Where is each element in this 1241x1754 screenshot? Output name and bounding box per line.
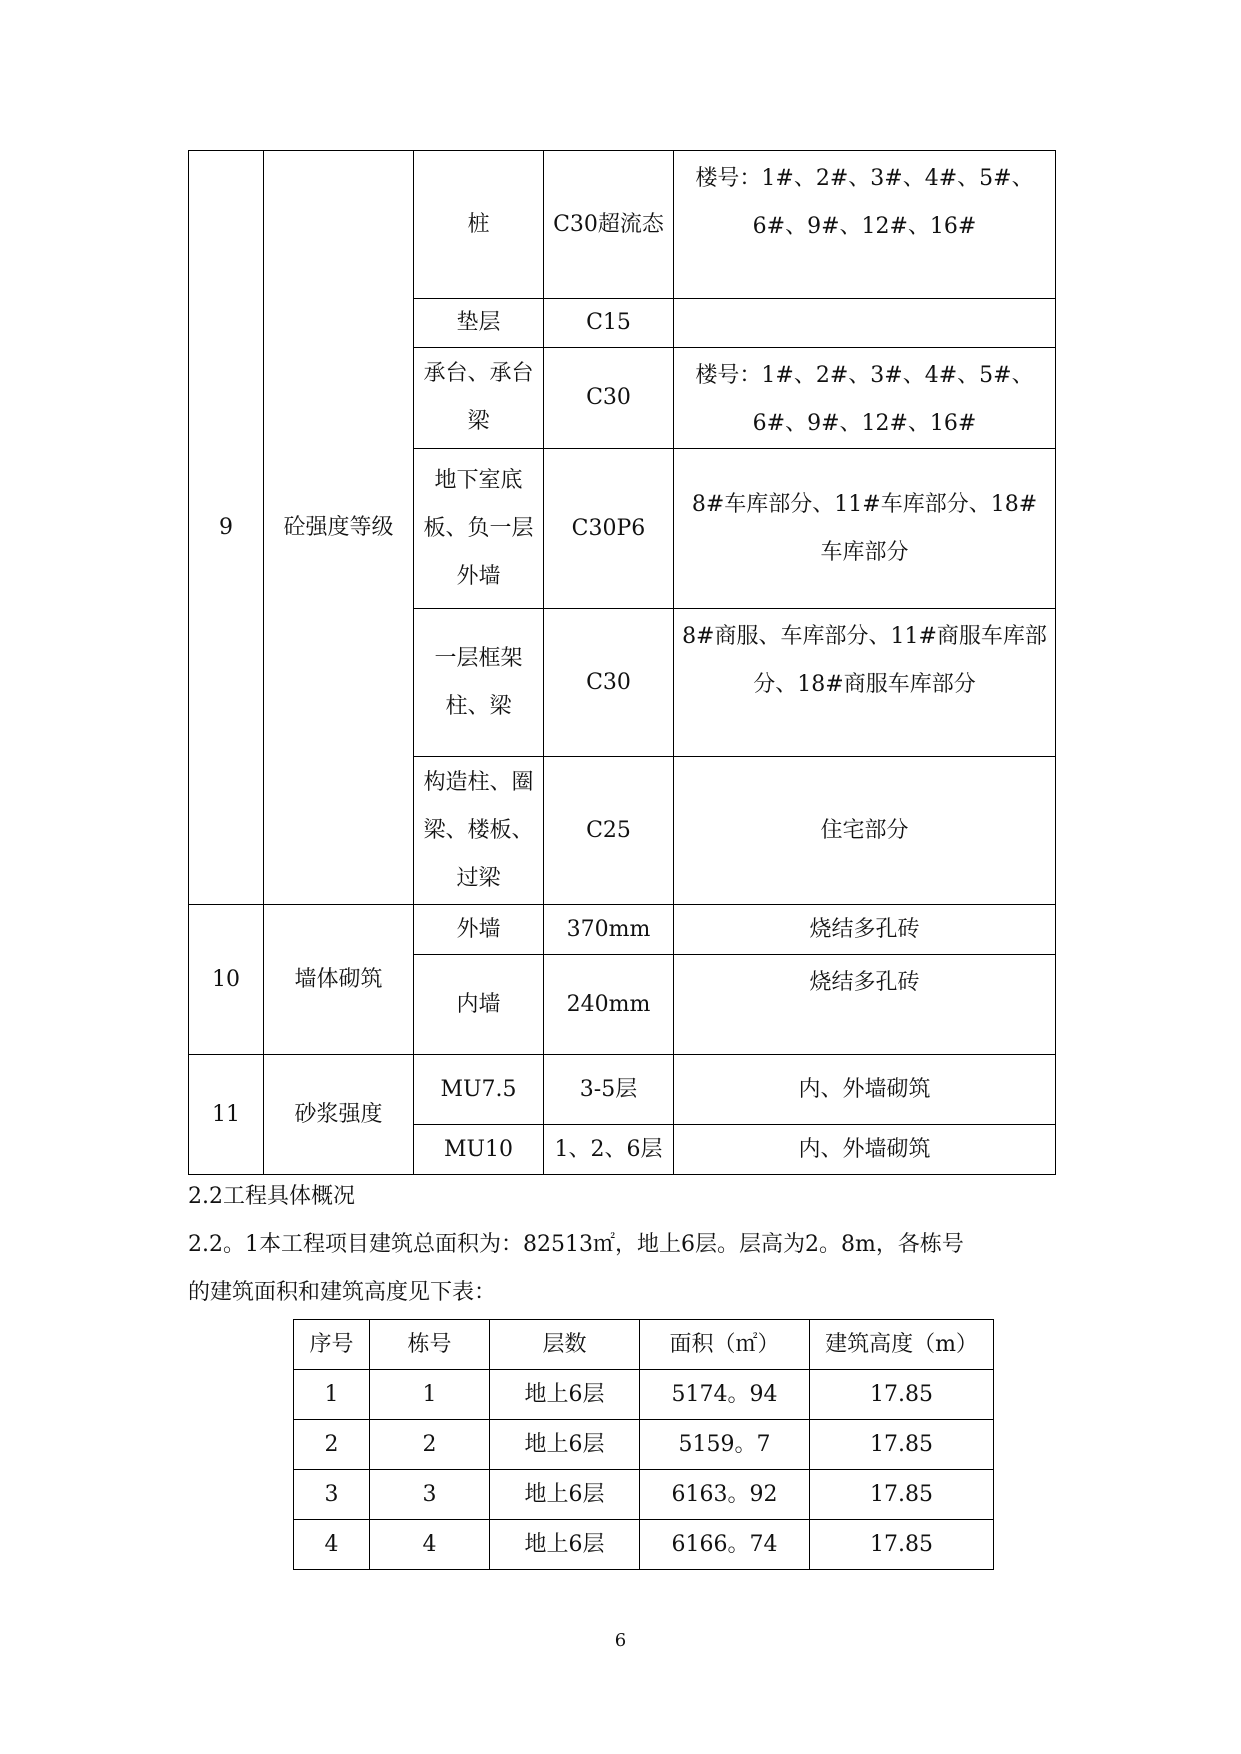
grade-cell: C25 — [544, 757, 674, 905]
table-cell: 17.85 — [810, 1420, 994, 1470]
table-header-row — [294, 1320, 994, 1370]
table-row — [189, 1055, 1056, 1125]
grade-cell: C30超流态 — [544, 151, 674, 299]
page-number: 6 — [614, 1630, 627, 1651]
grade-cell: 1、2、6层 — [544, 1125, 674, 1175]
note-cell: 烧结多孔砖 — [674, 905, 1056, 955]
part-cell: MU7.5 — [414, 1055, 544, 1125]
part-cell: 一层框架柱、梁 — [414, 609, 544, 757]
note-cell: 烧结多孔砖 — [674, 955, 1056, 1055]
concrete-spec-table — [188, 150, 1056, 1175]
table-cell: 3 — [370, 1470, 490, 1520]
grade-cell: C30P6 — [544, 449, 674, 609]
part-cell: 构造柱、圈梁、楼板、过梁 — [414, 757, 544, 905]
table-row — [294, 1520, 994, 1570]
table-cell: 2 — [370, 1420, 490, 1470]
paragraph-line: 2.2。1本工程项目建筑总面积为：82513㎡，地上6层。层高为2。8m，各栋号 — [188, 1232, 964, 1257]
note-cell: 楼号：1#、2#、3#、4#、5#、6#、9#、12#、16# — [674, 151, 1056, 299]
grade-cell: 370mm — [544, 905, 674, 955]
table-cell: 地上6层 — [490, 1370, 640, 1420]
table-cell: 4 — [294, 1520, 370, 1570]
part-cell: 外墙 — [414, 905, 544, 955]
table-cell: 地上6层 — [490, 1470, 640, 1520]
part-cell: 地下室底板、负一层外墙 — [414, 449, 544, 609]
building-area-table — [293, 1319, 994, 1570]
table-cell: 地上6层 — [490, 1520, 640, 1570]
item-number: 9 — [189, 151, 264, 905]
part-cell: 桩 — [414, 151, 544, 299]
note-cell: 8#商服、车库部分、11#商服车库部分、18#商服车库部分 — [674, 609, 1056, 757]
table-row — [294, 1370, 994, 1420]
table-cell: 17.85 — [810, 1520, 994, 1570]
item-category: 砼强度等级 — [264, 151, 414, 905]
item-number: 10 — [189, 905, 264, 1055]
table-cell: 17.85 — [810, 1470, 994, 1520]
item-category: 墙体砌筑 — [264, 905, 414, 1055]
table-cell: 地上6层 — [490, 1420, 640, 1470]
column-header: 建筑高度（m） — [810, 1320, 994, 1370]
table-cell: 1 — [370, 1370, 490, 1420]
note-cell: 8#车库部分、11#车库部分、18#车库部分 — [674, 449, 1056, 609]
item-category: 砂浆强度 — [264, 1055, 414, 1175]
item-number: 11 — [189, 1055, 264, 1175]
table-cell: 4 — [370, 1520, 490, 1570]
part-cell: 承台、承台梁 — [414, 348, 544, 449]
table-cell: 6166。74 — [640, 1520, 810, 1570]
grade-cell: C30 — [544, 609, 674, 757]
grade-cell: 3-5层 — [544, 1055, 674, 1125]
section-heading: 2.2工程具体概况 — [188, 1184, 355, 1209]
column-header: 栋号 — [370, 1320, 490, 1370]
part-cell: 垫层 — [414, 299, 544, 348]
note-cell: 住宅部分 — [674, 757, 1056, 905]
grade-cell: 240mm — [544, 955, 674, 1055]
paragraph-line: 的建筑面积和建筑高度见下表： — [188, 1280, 497, 1305]
note-cell: 内、外墙砌筑 — [674, 1125, 1056, 1175]
table-cell: 17.85 — [810, 1370, 994, 1420]
table-cell: 3 — [294, 1470, 370, 1520]
grade-cell: C30 — [544, 348, 674, 449]
note-cell: 内、外墙砌筑 — [674, 1055, 1056, 1125]
column-header: 层数 — [490, 1320, 640, 1370]
note-cell: 楼号：1#、2#、3#、4#、5#、6#、9#、12#、16# — [674, 348, 1056, 449]
table-cell: 1 — [294, 1370, 370, 1420]
table-cell: 2 — [294, 1420, 370, 1470]
table-row — [189, 151, 1056, 299]
table-cell: 5174。94 — [640, 1370, 810, 1420]
part-cell: 内墙 — [414, 955, 544, 1055]
note-cell — [674, 299, 1056, 348]
grade-cell: C15 — [544, 299, 674, 348]
table-row — [294, 1420, 994, 1470]
table-cell: 5159。7 — [640, 1420, 810, 1470]
column-header: 面积（㎡） — [640, 1320, 810, 1370]
part-cell: MU10 — [414, 1125, 544, 1175]
table-cell: 6163。92 — [640, 1470, 810, 1520]
table-row — [189, 905, 1056, 955]
table-row — [294, 1470, 994, 1520]
column-header: 序号 — [294, 1320, 370, 1370]
